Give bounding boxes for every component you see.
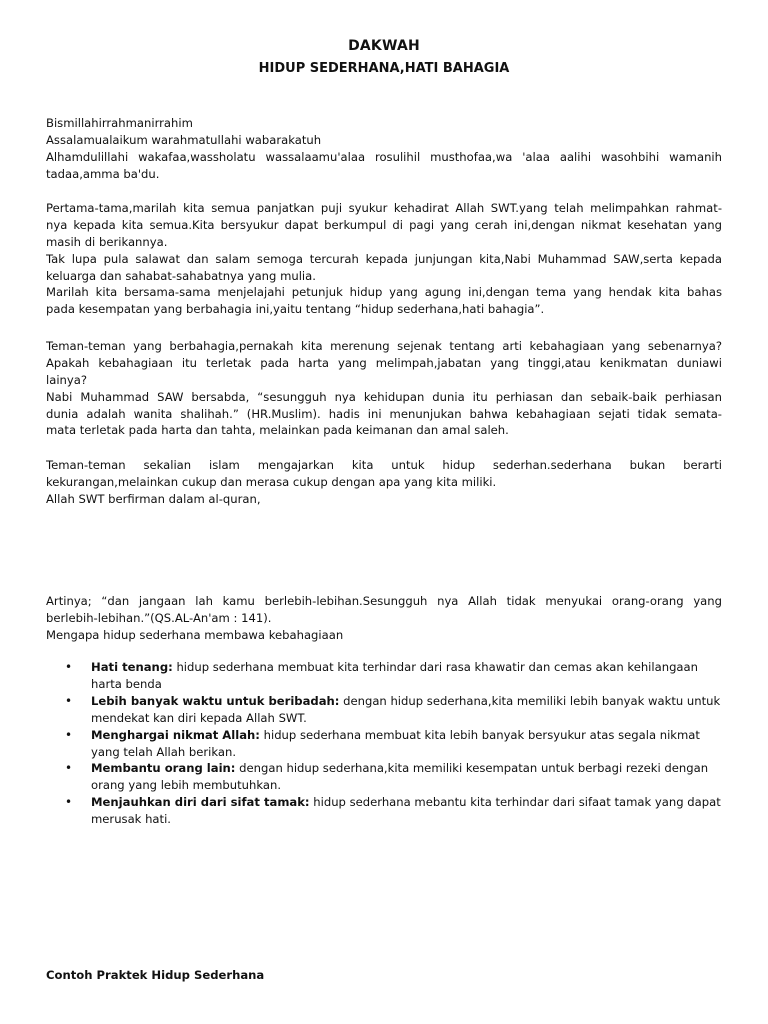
text-line: nya kepada kita semua.Kita bersyukur dapat berkumpul di pagi yang cerah ini,dengan nikmat kesehatan yang xyxy=(46,217,722,232)
text-line: Pertama-tama,marilah kita semua panjatkan puji syukur kehadirat Allah SWT.yang telah melimpahkan rahmat- xyxy=(46,201,722,215)
point-text: hidup sederhana membuat kita lebih banyak bersyukur atas segala nikmat yang telah Allah berikan. xyxy=(91,727,700,759)
text-line: Tak lupa pula salawat dan salam semoga tercurah kepada junjungan kita,Nabi Muhammad SAW,serta kepada xyxy=(46,251,722,266)
list-item xyxy=(46,727,722,761)
text-line: dunia adalah wanita shalihah.” (HR.Muslim). hadis ini menunjukan bahwa kebahagiaan sejati tidak semata- xyxy=(46,406,722,421)
text-line: Nabi Muhammad SAW bersabda, “sesungguh nya kehidupan dunia itu perhiasan dan sebaik-baik perhiasan xyxy=(46,389,722,404)
document-title: DAKWAH xyxy=(348,38,420,54)
text-line: Allah SWT berfirman dalam al-quran, xyxy=(46,491,261,506)
text-line: lainya? xyxy=(46,372,88,387)
text-line: Mengapa hidup sederhana membawa kebahagiaan xyxy=(46,627,344,642)
point-text: hidup sederhana membuat kita terhindar dari rasa khawatir dan cemas akan kehilangaan harta benda xyxy=(91,660,698,691)
point-heading: Menghargai nikmat Allah: xyxy=(91,727,260,742)
translation-paragraph xyxy=(46,593,722,644)
bullet-icon: • xyxy=(65,727,73,742)
point-text: dengan hidup sederhana,kita memiliki kesempatan untuk berbagi rezeki dengan orang yang lebih membutuhkan. xyxy=(91,761,709,793)
list-item xyxy=(46,659,722,693)
text-line: kekurangan,melainkan cukup dan merasa cukup dengan apa yang kita miliki. xyxy=(46,474,497,489)
point-text: dengan hidup sederhana,kita memiliki lebih banyak waktu untuk mendekat kan diri kepada Allah SWT. xyxy=(91,693,721,725)
list-item xyxy=(46,760,722,794)
point-text: hidup sederhana mebantu kita terhindar dari sifaat tamak yang dapat merusak hati. xyxy=(91,795,721,827)
text-line: berlebih-lebihan.”(QS.AL-An'am : 141). xyxy=(46,610,272,625)
opening-paragraph xyxy=(46,115,722,183)
text-line: Apakah kebahagiaan itu terletak pada harta yang melimpah,jabatan yang tinggi,atau kenikmatan duniawi xyxy=(46,355,722,370)
introduction-paragraph xyxy=(46,200,722,318)
text-line: Alhamdulillahi wakafaa,wassholatu wassalaamu'alaa rosulihil musthofaa,wa 'alaa aalihi wasohbihi wamanih xyxy=(46,149,722,164)
happiness-paragraph xyxy=(46,338,722,439)
bullet-icon: • xyxy=(65,693,73,708)
point-heading: Lebih banyak waktu untuk beribadah: xyxy=(91,693,340,708)
text-line: Teman-teman sekalian islam mengajarkan kita untuk hidup sederhan.sederhana bukan berarti xyxy=(46,458,722,472)
point-heading: Menjauhkan diri dari sifat tamak: xyxy=(91,795,310,810)
text-line: tadaa,amma ba'du. xyxy=(46,166,160,181)
document-subtitle: HIDUP SEDERHANA,HATI BAHAGIA xyxy=(258,61,510,76)
text-line: keluarga dan sahabat-sahabatnya yang mulia. xyxy=(46,268,316,283)
simplicity-paragraph xyxy=(46,457,722,508)
text-line: Artinya; “dan jangaan lah kamu berlebih-lebihan.Sesungguh nya Allah tidak menyukai orang-orang yang xyxy=(46,594,722,608)
text-line: mata terletak pada harta dan tahta, melainkan pada keimanan dan amal saleh. xyxy=(46,423,509,438)
bullet-icon: • xyxy=(65,795,73,810)
text-line: masih di berikannya. xyxy=(46,234,168,249)
bullet-icon: • xyxy=(65,660,73,674)
list-item xyxy=(46,794,722,828)
benefits-list xyxy=(46,659,722,828)
point-heading: Membantu orang lain: xyxy=(91,761,236,776)
text-line: Teman-teman yang berbahagia,pernakah kita merenung sejenak tentang arti kebahagiaan yang sebenarnya? xyxy=(46,339,722,353)
text-line: pada kesempatan yang berbahagia ini,yaitu tentang “hidup sederhana,hati bahagia”. xyxy=(46,302,545,317)
text-line: Assalamualaikum warahmatullahi wabarakatuh xyxy=(46,132,322,147)
text-line: Marilah kita bersama-sama menjelajahi petunjuk hidup yang agung ini,dengan tema yang hendak kita bahas xyxy=(46,285,722,300)
section-heading-footer: Contoh Praktek Hidup Sederhana xyxy=(46,968,265,982)
list-item xyxy=(46,693,722,727)
text-line: Bismillahirrahmanirrahim xyxy=(46,116,193,130)
point-heading: Hati tenang: xyxy=(91,660,173,674)
bullet-icon: • xyxy=(65,761,73,776)
